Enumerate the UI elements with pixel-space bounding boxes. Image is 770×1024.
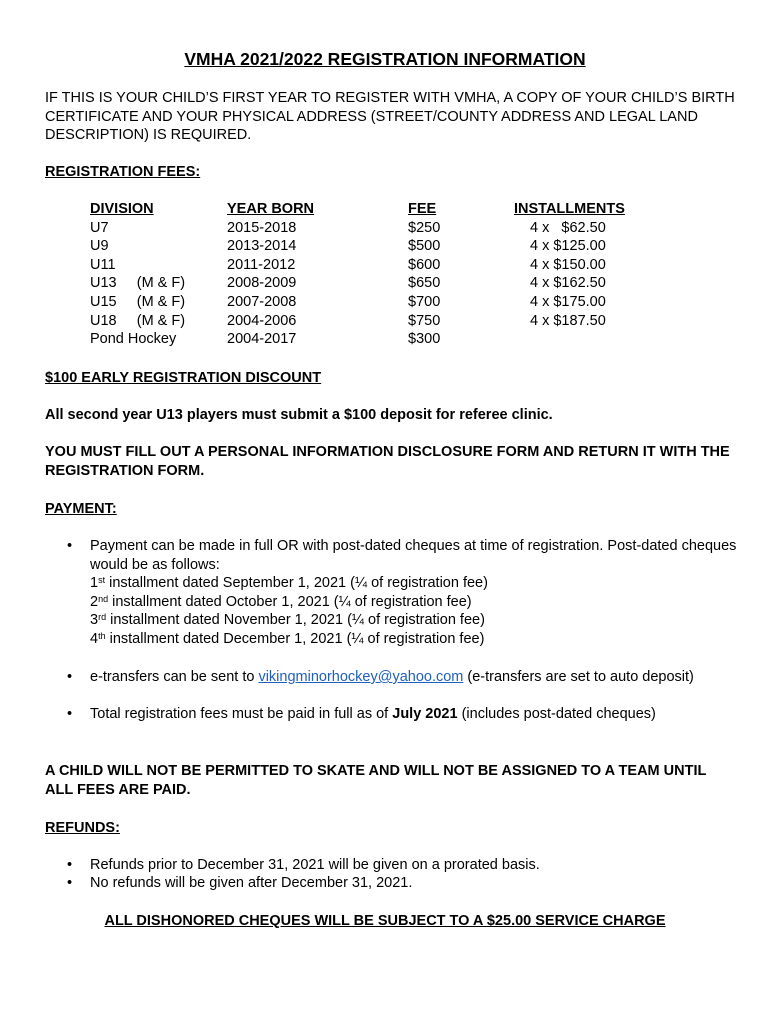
early-discount-notice: $100 EARLY REGISTRATION DISCOUNT	[45, 370, 322, 386]
year-born-cell: 2015-2018	[227, 219, 297, 236]
fee-cell: $500	[408, 238, 441, 255]
installment-line: 4th installment dated December 1, 2021 (¼ of registration fee)	[90, 630, 485, 647]
year-born-cell: 2011-2012	[227, 256, 296, 273]
year-born-cell: 2008-2009	[227, 275, 297, 292]
fee-row	[0, 312, 770, 331]
list-item	[67, 705, 747, 724]
fee-row	[0, 256, 770, 275]
installments-cell: 4 x $125.00	[530, 238, 606, 255]
installment-line: 2nd installment dated October 1, 2021 (¼ of registration fee)	[90, 593, 472, 610]
division-cell: U15 (M & F)	[90, 293, 186, 310]
fee-table	[0, 200, 770, 349]
payment-bullet-etransfer	[67, 668, 747, 687]
list-item	[67, 856, 747, 875]
bullet-icon: •	[67, 538, 73, 554]
list-item	[67, 668, 747, 687]
email-link[interactable]: vikingminorhockey@yahoo.com	[258, 669, 464, 685]
bullet-icon: •	[67, 875, 73, 891]
fee-row	[0, 219, 770, 238]
fee-cell: $300	[408, 331, 441, 348]
etransfer-note: (e-transfers are set to auto deposit)	[463, 669, 694, 685]
fee-cell: $700	[408, 293, 441, 310]
page-title: VMHA 2021/2022 REGISTRATION INFORMATION	[184, 49, 586, 69]
fee-cell: $600	[408, 256, 441, 273]
payment-bullet-deadline	[67, 705, 747, 724]
deadline-date: July 2021	[392, 706, 458, 722]
u13-deposit-notice: All second year U13 players must submit a $100 deposit for referee clinic.	[45, 407, 553, 423]
disclosure-form-notice: YOU MUST FILL OUT A PERSONAL INFORMATION DISCLOSURE FORM AND RETURN IT WITH THE REGISTRATION FORM.	[45, 444, 730, 479]
bullet-icon: •	[67, 669, 73, 685]
registration-fees-heading: REGISTRATION FEES:	[45, 164, 201, 180]
installments-cell: 4 x $150.00	[530, 256, 606, 273]
column-header-year-born: YEAR BORN	[227, 201, 315, 217]
division-cell: U18 (M & F)	[90, 312, 186, 329]
year-born-cell: 2007-2008	[227, 293, 297, 310]
fee-cell: $650	[408, 275, 441, 292]
list-item	[67, 537, 747, 649]
installments-cell: 4 x $175.00	[530, 293, 606, 310]
division-cell: Pond Hockey	[90, 331, 177, 348]
year-born-cell: 2013-2014	[227, 238, 297, 255]
fee-cell: $250	[408, 219, 441, 236]
etransfer-text: e-transfers can be sent to	[90, 669, 259, 685]
installment-line: 3rd installment dated November 1, 2021 (¼ of registration fee)	[90, 612, 485, 629]
fee-table-header	[0, 200, 770, 219]
fee-cell: $750	[408, 312, 441, 329]
refund-bullet	[67, 874, 747, 893]
year-born-cell: 2004-2017	[227, 331, 297, 348]
division-cell: U11	[90, 256, 116, 273]
deadline-note: (includes post-dated cheques)	[457, 706, 656, 722]
payment-heading: PAYMENT:	[45, 501, 117, 517]
deadline-text: Total registration fees must be paid in full as of	[90, 706, 393, 722]
division-cell: U9	[90, 238, 109, 255]
division-cell: U7	[90, 219, 109, 236]
refund-text: Refunds prior to December 31, 2021 will be given on a prorated basis.	[90, 857, 540, 873]
first-year-notice: IF THIS IS YOUR CHILD’S FIRST YEAR TO REGISTER WITH VMHA, A COPY OF YOUR CHILD’S BIRTH CERTIFICATE AND YOUR PHYSICAL ADDRESS (STREET/COUNTY ADDRESS AND LEGAL LAND DESCRIPTION) IS REQUIRED.	[45, 90, 735, 144]
installments-cell: 4 x $187.50	[530, 312, 606, 329]
dishonored-cheques-notice: ALL DISHONORED CHEQUES WILL BE SUBJECT TO A $25.00 SERVICE CHARGE	[104, 913, 666, 929]
installments-cell: 4 x $162.50	[530, 275, 606, 292]
refund-bullet	[67, 856, 747, 875]
bullet-icon: •	[67, 706, 73, 722]
fee-row	[0, 293, 770, 312]
year-born-cell: 2004-2006	[227, 312, 297, 329]
unpaid-fees-notice: A CHILD WILL NOT BE PERMITTED TO SKATE AND WILL NOT BE ASSIGNED TO A TEAM UNTIL ALL FEES ARE PAID.	[45, 763, 707, 798]
column-header-installments: INSTALLMENTS	[514, 201, 625, 217]
column-header-fee: FEE	[408, 201, 437, 217]
fee-row	[0, 330, 770, 349]
cheques-text: Payment can be made in full OR with post-dated cheques at time of registration. Post-dated cheques would be as follows:	[90, 538, 737, 573]
fee-row	[0, 274, 770, 293]
fee-row	[0, 237, 770, 256]
refund-text: No refunds will be given after December 31, 2021.	[90, 875, 413, 891]
bullet-icon: •	[67, 857, 73, 873]
refunds-heading: REFUNDS:	[45, 820, 120, 836]
installments-cell: 4 x $62.50	[530, 219, 606, 236]
installment-line: 1st installment dated September 1, 2021 (¼ of registration fee)	[90, 575, 488, 592]
column-header-division: DIVISION	[90, 201, 154, 217]
payment-bullet-cheques	[67, 537, 747, 649]
division-cell: U13 (M & F)	[90, 275, 186, 292]
list-item	[67, 874, 747, 893]
